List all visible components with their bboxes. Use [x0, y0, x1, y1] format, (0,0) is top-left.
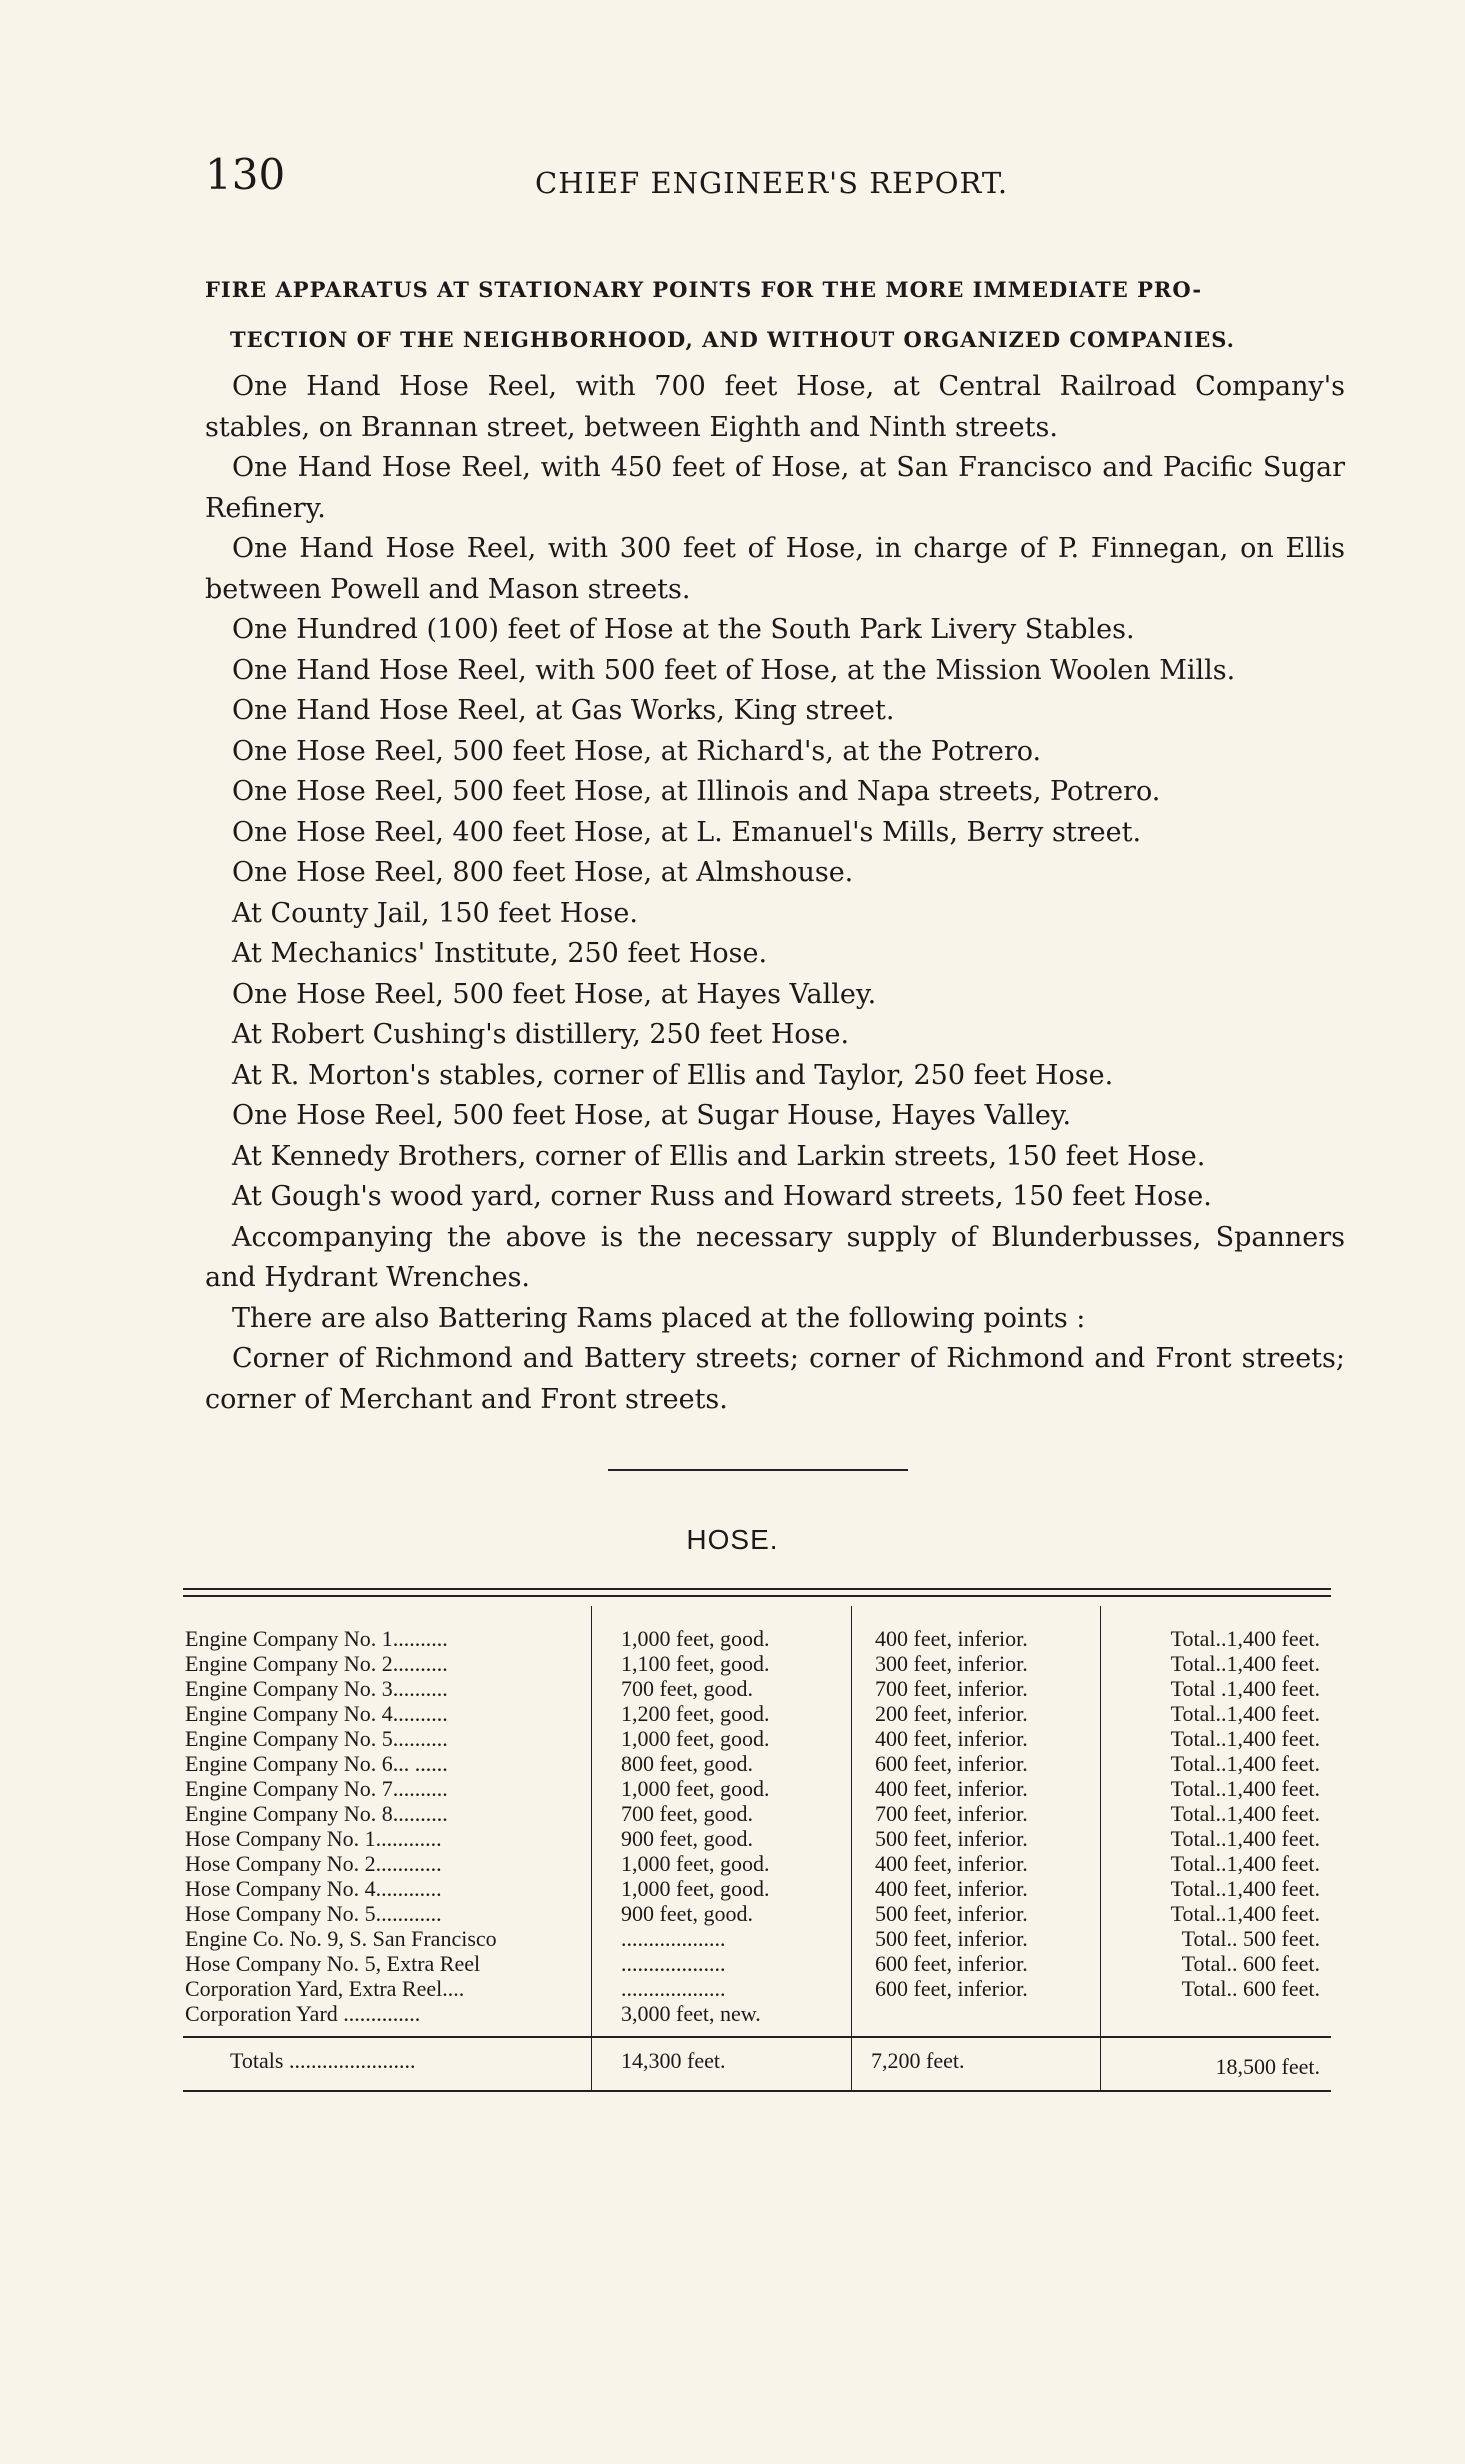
inferior-cell: 500 feet, inferior.: [875, 1826, 1028, 1851]
company-cell: Hose Company No. 1............: [185, 1826, 442, 1851]
paragraph: Corner of Richmond and Battery streets; corner of Richmond and Front streets; corner of Merchant and Front streets.: [205, 1343, 1345, 1415]
company-cell: Engine Company No. 6... ......: [185, 1751, 448, 1776]
company-cell: Engine Company No. 1..........: [185, 1626, 448, 1651]
paragraph: One Hose Reel, 500 feet Hose, at Hayes Valley.: [232, 978, 877, 1010]
paragraph: One Hand Hose Reel, with 700 feet Hose, at Central Railroad Company's stables, on Brannan street, between Eighth and Ninth streets.: [205, 371, 1345, 443]
paragraph: Accompanying the above is the necessary supply of Blunderbusses, Spanners and Hydrant Wrenches.: [205, 1221, 1345, 1293]
company-cell: Hose Company No. 4............: [185, 1876, 442, 1901]
inferior-cell: 400 feet, inferior.: [875, 1876, 1028, 1901]
hose-table-title: HOSE.: [686, 1524, 779, 1555]
total-cell: Total..1,400 feet.: [1170, 1701, 1320, 1726]
good-cell: 700 feet, good.: [621, 1676, 753, 1701]
apparatus-list: [205, 367, 1345, 1420]
good-cell: 1,000 feet, good.: [621, 1851, 770, 1876]
inferior-cell: 600 feet, inferior.: [875, 1751, 1028, 1776]
total-cell: Total.. 600 feet.: [1181, 1951, 1320, 1976]
good-cell: 700 feet, good.: [621, 1801, 753, 1826]
good-cell: ...................: [621, 1951, 726, 1976]
paragraph: One Hose Reel, 500 feet Hose, at Richard's, at the Potrero.: [232, 735, 1042, 767]
company-column: [185, 1626, 590, 2026]
paragraph: One Hundred (100) feet of Hose at the South Park Livery Stables.: [232, 614, 1135, 645]
page-header: [205, 150, 1345, 210]
total-cell: Total..1,400 feet.: [1170, 1626, 1320, 1651]
column-divider: [851, 1606, 852, 2090]
inferior-cell: 400 feet, inferior.: [875, 1726, 1028, 1751]
good-hose-column: [621, 1626, 769, 2026]
paragraph: At County Jail, 150 feet Hose.: [232, 897, 638, 929]
company-cell: Engine Co. No. 9, S. San Francisco: [185, 1926, 497, 1951]
inferior-cell: 700 feet, inferior.: [875, 1676, 1028, 1701]
column-divider: [591, 1606, 592, 2090]
section-title-line1: FIRE APPARATUS AT STATIONARY POINTS FOR THE MORE IMMEDIATE PRO-: [205, 277, 1203, 302]
paragraph: At Kennedy Brothers, corner of Ellis and Larkin streets, 150 feet Hose.: [232, 1140, 1206, 1172]
inferior-cell: 300 feet, inferior.: [875, 1651, 1028, 1676]
good-cell: 1,100 feet, good.: [621, 1651, 770, 1676]
section-title: [205, 265, 1345, 365]
paragraph: At R. Morton's stables, corner of Ellis and Taylor, 250 feet Hose.: [232, 1059, 1114, 1091]
totals-inferior: 7,200 feet.: [871, 2048, 965, 2073]
section-divider: [608, 1469, 908, 1471]
good-cell: 3,000 feet, new.: [621, 2001, 761, 2026]
inferior-cell: 400 feet, inferior.: [875, 1626, 1028, 1651]
totals-grand: 18,500 feet.: [1215, 2054, 1320, 2079]
table-top-rule-inner: [183, 1595, 1331, 1597]
total-cell: Total..1,400 feet.: [1170, 1751, 1320, 1776]
good-cell: 1,000 feet, good.: [621, 1626, 770, 1651]
good-cell: ...................: [621, 1976, 726, 2001]
total-column: [1120, 1626, 1320, 2001]
company-cell: Corporation Yard ..............: [185, 2001, 421, 2026]
section-title-line2: TECTION OF THE NEIGHBORHOOD, AND WITHOUT ORGANIZED COMPANIES.: [230, 327, 1235, 352]
company-cell: Engine Company No. 3..........: [185, 1676, 448, 1701]
company-cell: Engine Company No. 5..........: [185, 1726, 448, 1751]
paragraph: One Hand Hose Reel, with 300 feet of Hose, in charge of P. Finnegan, on Ellis between Powell and Mason streets.: [205, 533, 1345, 605]
good-cell: 900 feet, good.: [621, 1901, 753, 1926]
good-cell: 1,000 feet, good.: [621, 1776, 770, 1801]
company-cell: Engine Company No. 2..........: [185, 1651, 448, 1676]
page-number: 130: [205, 150, 286, 199]
paragraph: One Hose Reel, 500 feet Hose, at Illinois and Napa streets, Potrero.: [232, 776, 1161, 807]
total-cell: Total..1,400 feet.: [1170, 1776, 1320, 1801]
totals-label: Totals .......................: [230, 2048, 416, 2073]
paragraph: At Mechanics' Institute, 250 feet Hose.: [232, 938, 768, 969]
paragraph: One Hand Hose Reel, with 500 feet of Hose, at the Mission Woolen Mills.: [232, 654, 1236, 686]
company-cell: Hose Company No. 5............: [185, 1901, 442, 1926]
total-cell: Total..1,400 feet.: [1170, 1801, 1320, 1826]
total-cell: Total..1,400 feet.: [1170, 1651, 1320, 1676]
paragraph: There are also Battering Rams placed at the following points :: [232, 1302, 1086, 1334]
company-cell: Hose Company No. 5, Extra Reel: [185, 1951, 481, 1976]
total-cell: Total.. 500 feet.: [1181, 1926, 1320, 1951]
totals-good: 14,300 feet.: [621, 2048, 726, 2073]
total-cell: Total..1,400 feet.: [1170, 1726, 1320, 1751]
paragraph: One Hose Reel, 400 feet Hose, at L. Emanuel's Mills, Berry street.: [232, 816, 1142, 848]
total-cell: Total.. 600 feet.: [1181, 1976, 1320, 2001]
paragraph: At Gough's wood yard, corner Russ and Howard streets, 150 feet Hose.: [232, 1181, 1212, 1212]
inferior-cell: 200 feet, inferior.: [875, 1701, 1028, 1726]
inferior-cell: 600 feet, inferior.: [875, 1976, 1028, 2001]
company-cell: Engine Company No. 4..........: [185, 1701, 448, 1726]
paragraph: One Hand Hose Reel, at Gas Works, King street.: [232, 695, 895, 726]
paragraph: At Robert Cushing's distillery, 250 feet Hose.: [232, 1019, 850, 1050]
hose-table: [183, 1588, 1331, 2093]
paragraph: One Hand Hose Reel, with 450 feet of Hose, at San Francisco and Pacific Sugar Refinery.: [205, 452, 1345, 524]
table-totals-rule: [183, 2036, 1331, 2038]
inferior-cell: 600 feet, inferior.: [875, 1951, 1028, 1976]
column-divider: [1100, 1606, 1101, 2090]
company-cell: Engine Company No. 7..........: [185, 1776, 448, 1801]
good-cell: 1,000 feet, good.: [621, 1726, 770, 1751]
inferior-cell: 400 feet, inferior.: [875, 1851, 1028, 1876]
table-top-rule: [183, 1588, 1331, 1590]
company-cell: Corporation Yard, Extra Reel....: [185, 1976, 465, 2001]
total-cell: Total..1,400 feet.: [1170, 1876, 1320, 1901]
good-cell: 800 feet, good.: [621, 1751, 753, 1776]
good-cell: 1,200 feet, good.: [621, 1701, 770, 1726]
inferior-hose-column: [875, 1626, 1028, 2001]
inferior-cell: 700 feet, inferior.: [875, 1801, 1028, 1826]
good-cell: ...................: [621, 1926, 726, 1951]
inferior-cell: 500 feet, inferior.: [875, 1901, 1028, 1926]
inferior-cell: 500 feet, inferior.: [875, 1926, 1028, 1951]
inferior-cell: 400 feet, inferior.: [875, 1776, 1028, 1801]
total-cell: Total..1,400 feet.: [1170, 1901, 1320, 1926]
total-cell: Total..1,400 feet.: [1170, 1826, 1320, 1851]
good-cell: 900 feet, good.: [621, 1826, 753, 1851]
total-cell: Total..1,400 feet.: [1170, 1851, 1320, 1876]
paragraph: One Hose Reel, 800 feet Hose, at Almshouse.: [232, 857, 854, 888]
company-cell: Engine Company No. 8..........: [185, 1801, 448, 1826]
good-cell: 1,000 feet, good.: [621, 1876, 770, 1901]
running-head: CHIEF ENGINEER'S REPORT.: [535, 166, 1009, 200]
company-cell: Hose Company No. 2............: [185, 1851, 442, 1876]
table-bottom-rule: [183, 2090, 1331, 2092]
total-cell: Total .1,400 feet.: [1170, 1676, 1320, 1701]
paragraph: One Hose Reel, 500 feet Hose, at Sugar House, Hayes Valley.: [232, 1100, 1072, 1131]
